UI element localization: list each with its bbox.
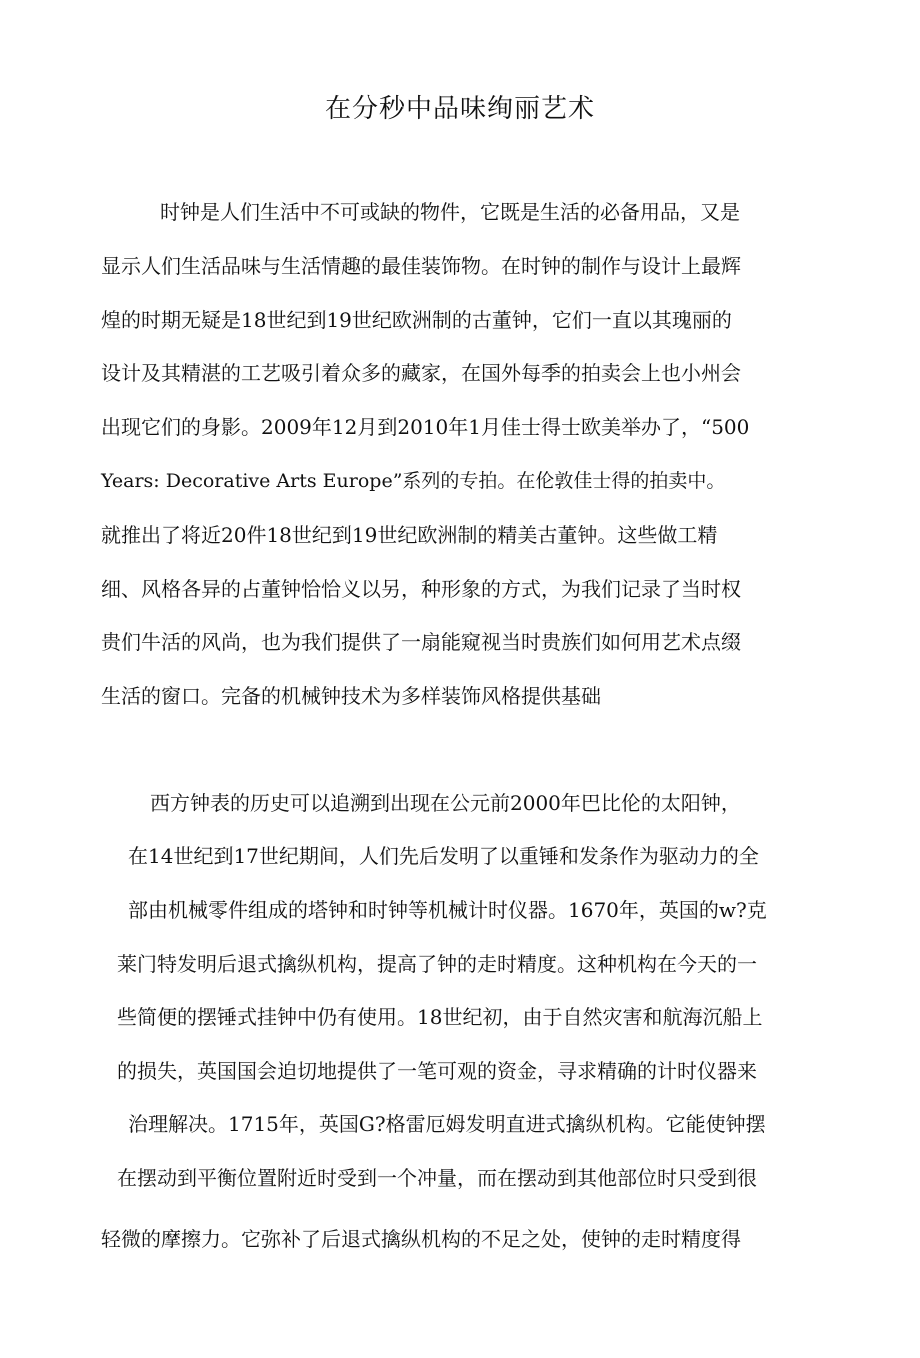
text-line: 出现它们的身影。2009年12月到2010年1月佳士得士欧美举办了，“500	[101, 415, 750, 439]
text-line: 些简便的摆锤式挂钟中仍有使用。18世纪初，由于自然灾害和航海沉船上	[117, 1005, 763, 1029]
text-line: 莱门特发明后退式擒纵机构，提高了钟的走时精度。这种机构在今天的一	[117, 952, 757, 976]
text-line: 西方钟表的历史可以追溯到出现在公元前2000年巴比伦的太阳钟，	[150, 791, 741, 815]
text-line: 细、风格各异的占董钟恰恰义以另，种形象的方式，为我们记录了当时权	[101, 577, 741, 601]
text-line: 的损失，英国国会迫切地提供了一笔可观的资金，寻求精确的计时仪器来	[117, 1059, 757, 1083]
text-line: 设计及其精湛的工艺吸引着众多的藏家，在国外每季的拍卖会上也小州会	[101, 361, 741, 385]
text-line: 煌的时期无疑是18世纪到19世纪欧洲制的古董钟，它们一直以其瑰丽的	[101, 308, 732, 332]
text-line: 轻微的摩擦力。它弥补了后退式擒纵机构的不足之处，使钟的走时精度得	[101, 1227, 741, 1251]
text-line: 贵们牛活的风尚，也为我们提供了一扇能窥视当时贵族们如何用艺术点缀	[101, 630, 741, 654]
text-line: 显示人们生活品味与生活情趣的最佳装饰物。在时钟的制作与设计上最辉	[101, 254, 741, 278]
text-line: 部由机械零件组成的塔钟和时钟等机械计时仪器。1670年，英国的w?克	[128, 898, 767, 922]
text-line: 时钟是人们生活中不可或缺的物件，它既是生活的必备用品，又是	[160, 200, 740, 224]
text-line: Years: Decorative Arts Europe”系列的专拍。在伦敦佳士得的拍卖中。	[101, 470, 726, 492]
document-title: 在分秒中品味绚丽艺术	[324, 94, 595, 124]
text-line: 在摆动到平衡位置附近时受到一个冲量，而在摆动到其他部位时只受到很	[117, 1166, 757, 1190]
text-line: 治理解决。1715年，英国G?格雷厄姆发明直进式擒纵机构。它能使钟摆	[128, 1112, 766, 1136]
text-line: 在14世纪到17世纪期间，人们先后发明了以重锤和发条作为驱动力的全	[128, 844, 759, 868]
text-line: 就推出了将近20件18世纪到19世纪欧洲制的精美古董钟。这些做工精	[101, 523, 718, 547]
text-line: 生活的窗口。完备的机械钟技术为多样装饰风格提供基础	[101, 684, 601, 708]
